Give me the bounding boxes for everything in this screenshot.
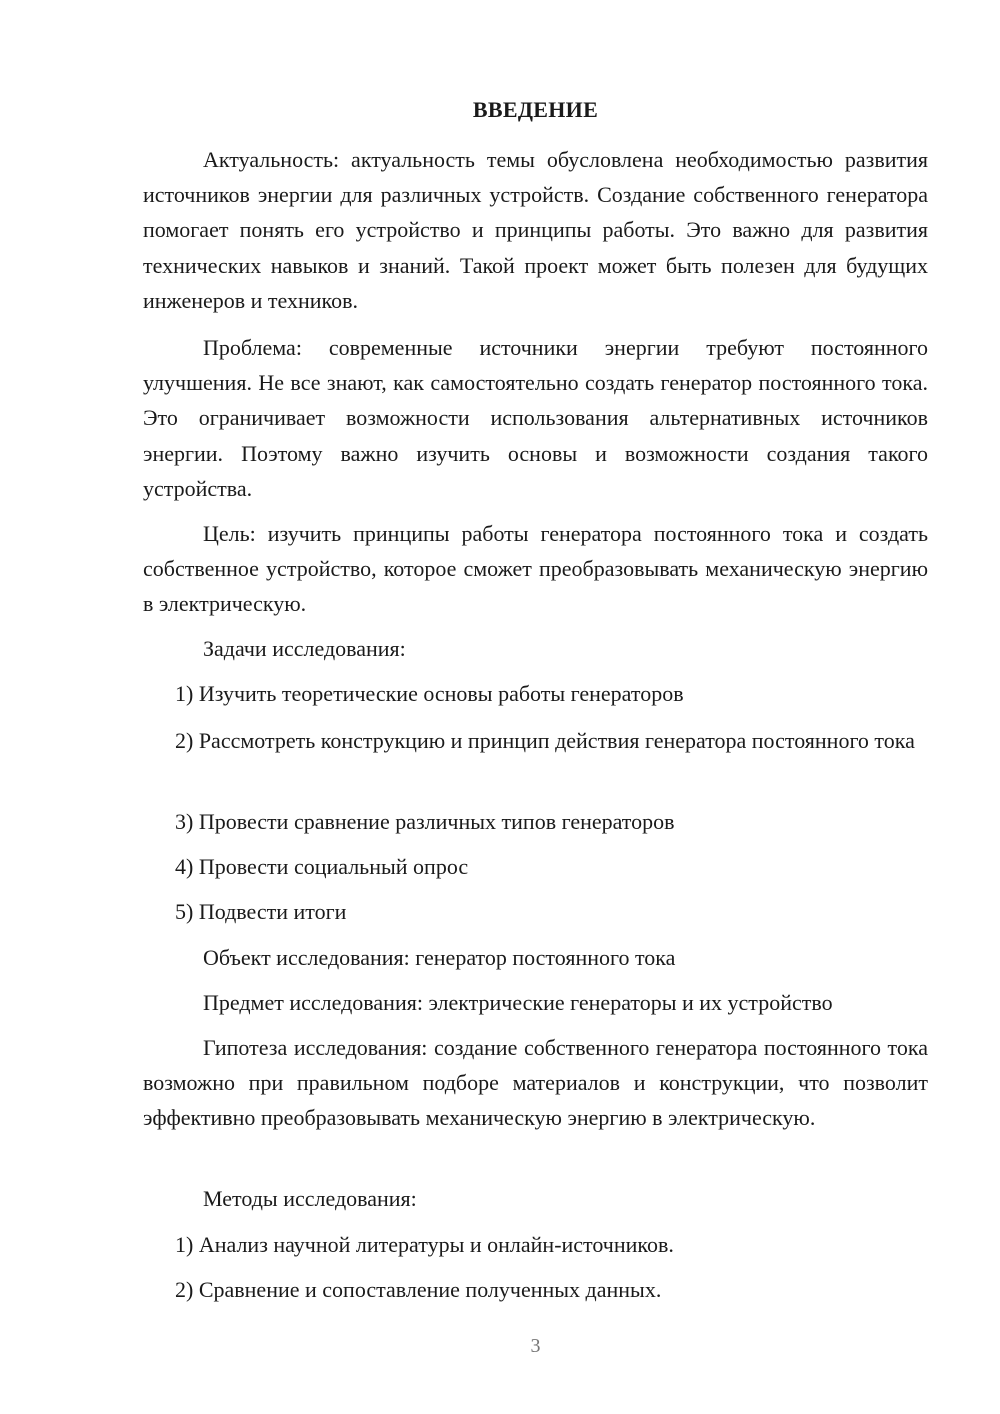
document-page: [143, 0, 928, 1414]
paragraph-goal: Цель: изучить принципы работы генератора постоянного тока и создать собственное устройство, которое сможет преобразовывать механическую энергию в электрическую.: [143, 521, 928, 617]
paragraph-subject: Предмет исследования: электрические генераторы и их устройство: [203, 990, 833, 1015]
task-item-4: 4) Провести социальный опрос: [175, 854, 469, 879]
paragraph-methods-heading: Методы исследования:: [203, 1186, 417, 1211]
method-item-2: 2) Сравнение и сопоставление полученных данных.: [175, 1277, 662, 1302]
paragraph-object: Объект исследования: генератор постоянного тока: [203, 945, 676, 970]
method-item-1: 1) Анализ научной литературы и онлайн-источников.: [175, 1232, 674, 1257]
section-title: ВВЕДЕНИЕ: [472, 97, 599, 122]
task-item-1: 1) Изучить теоретические основы работы генераторов: [175, 681, 684, 706]
paragraph-problem: Проблема: современные источники энергии требуют постоянного улучшения. Не все знают, как самостоятельно создать генератор постоянного тока. Это ограничивает возможности использования альтернативных источников энергии. Поэтому важно изучить основы и возможности создания такого устройства.: [143, 335, 928, 501]
page-number: 3: [530, 1335, 541, 1357]
paragraph-hypothesis: Гипотеза исследования: создание собственного генератора постоянного тока возможно при правильном подборе материалов и конструкции, что позволит эффективно преобразовывать механическую энергию в электрическую.: [143, 1035, 928, 1131]
paragraph-relevance: Актуальность: актуальность темы обусловлена необходимостью развития источников энергии для различных устройств. Создание собственного генератора помогает понять его устройство и принципы работы. Это важно для развития технических навыков и знаний. Такой проект может быть полезен для будущих инженеров и техников.: [143, 147, 928, 313]
task-item-3: 3) Провести сравнение различных типов генераторов: [175, 809, 675, 834]
task-item-5: 5) Подвести итоги: [175, 899, 347, 924]
task-item-2: 2) Рассмотреть конструкцию и принцип действия генератора постоянного тока: [175, 728, 915, 753]
paragraph-tasks-heading: Задачи исследования:: [203, 636, 406, 661]
